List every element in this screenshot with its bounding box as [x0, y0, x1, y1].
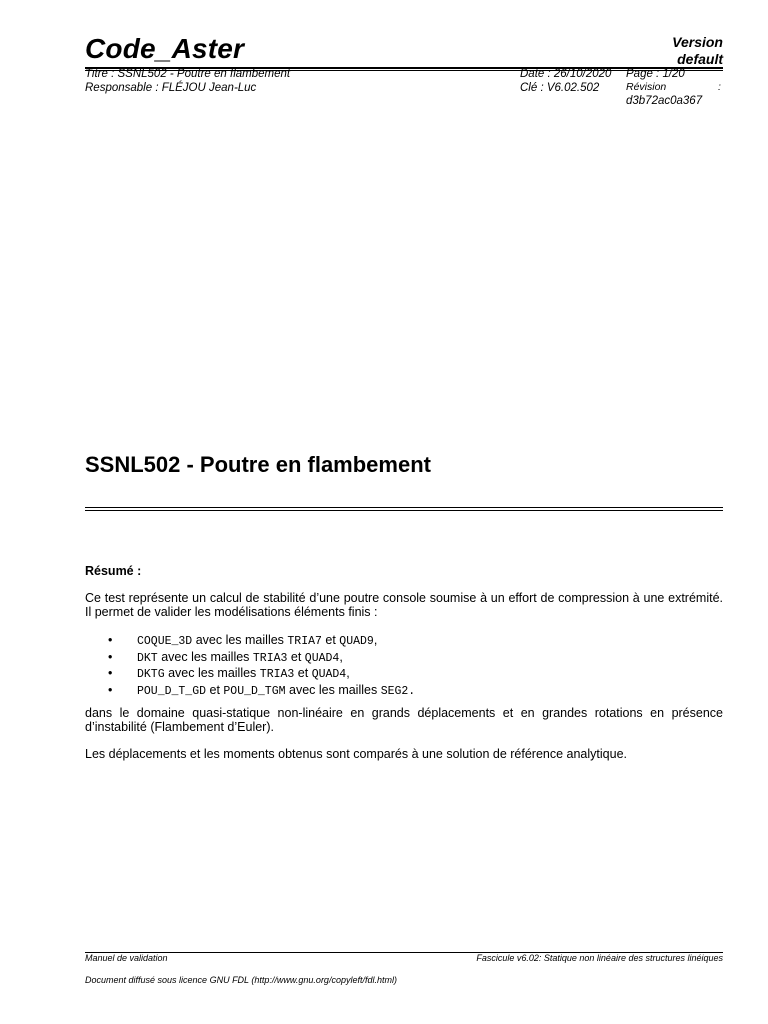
list-text: et [321, 633, 340, 647]
bullet-icon: • [108, 682, 113, 697]
list-text: et [287, 649, 305, 664]
title-rule-2 [85, 510, 723, 511]
doc-responsable: Responsable : FLÉJOU Jean-Luc [85, 82, 257, 94]
bullet-icon: • [108, 666, 113, 680]
footer-license: Document diffusé sous licence GNU FDL (http://www.gnu.org/copyleft/fdl.html) [85, 975, 397, 985]
model-name: COQUE_3D [137, 635, 193, 648]
resume-intro: Ce test représente un calcul de stabilité d’une poutre console soumise à un effort de compression à une extrémité. Il permet de valider les modélisations éléments finis : [85, 591, 723, 619]
resume-heading: Résumé : [85, 564, 142, 578]
list-text: avec les mailles [164, 666, 260, 680]
mesh-name: SEG2. [380, 684, 416, 698]
version-value: default [677, 51, 723, 67]
list-item [85, 650, 723, 667]
footer-manual: Manuel de validation [85, 953, 168, 963]
list-item [85, 666, 723, 683]
mesh-name: QUAD4 [304, 651, 340, 665]
doc-titre: Titre : SSNL502 - Poutre en flambement [85, 68, 291, 80]
bullet-icon: • [108, 633, 113, 647]
list-text: et [294, 666, 312, 680]
mesh-name: QUAD9 [339, 635, 374, 648]
doc-date: Date : 26/10/2020 [520, 68, 612, 80]
model-name: POU_D_T_GD [137, 684, 207, 698]
model-name: DKT [137, 651, 158, 665]
model-name: DKTG [137, 668, 165, 681]
footer-fascicule: Fascicule v6.02: Statique non linéaire des structures linéiques [476, 953, 723, 963]
mesh-name: TRIA7 [287, 635, 322, 648]
doc-page: Page : 1/20 [626, 68, 685, 80]
model-name: POU_D_TGM [223, 684, 286, 698]
list-text: avec les mailles [285, 682, 381, 697]
page-title: SSNL502 - Poutre en flambement [85, 452, 431, 477]
doc-revision-colon: : [718, 81, 721, 93]
version-block [672, 34, 723, 68]
list-text: , [346, 666, 350, 680]
list-item [85, 683, 723, 700]
bullet-icon: • [108, 649, 113, 664]
doc-revision-value: d3b72ac0a367 [626, 95, 703, 107]
list-text: avec les mailles [192, 633, 288, 647]
resume-paragraph-3: Les déplacements et les moments obtenus sont comparés à une solution de référence analytique. [85, 747, 627, 761]
element-list [85, 633, 723, 699]
list-text: et [206, 682, 224, 697]
version-label: Version [672, 34, 723, 50]
list-text: avec les mailles [157, 649, 253, 664]
title-rule-1 [85, 507, 723, 508]
mesh-name: QUAD4 [311, 668, 347, 681]
mesh-name: TRIA3 [259, 668, 295, 681]
doc-revision-label: Révision [626, 81, 667, 93]
resume-paragraph-2: dans le domaine quasi-statique non-linéaire en grands déplacements et en grandes rotations en présence d’instabilité (Flambement d’Euler). [85, 706, 723, 734]
doc-cle: Clé : V6.02.502 [520, 82, 600, 94]
list-text: , [373, 633, 378, 647]
list-item [85, 633, 723, 650]
list-text: , [339, 649, 343, 664]
code-aster-logo: Code_Aster [85, 33, 245, 64]
mesh-name: TRIA3 [252, 651, 288, 665]
